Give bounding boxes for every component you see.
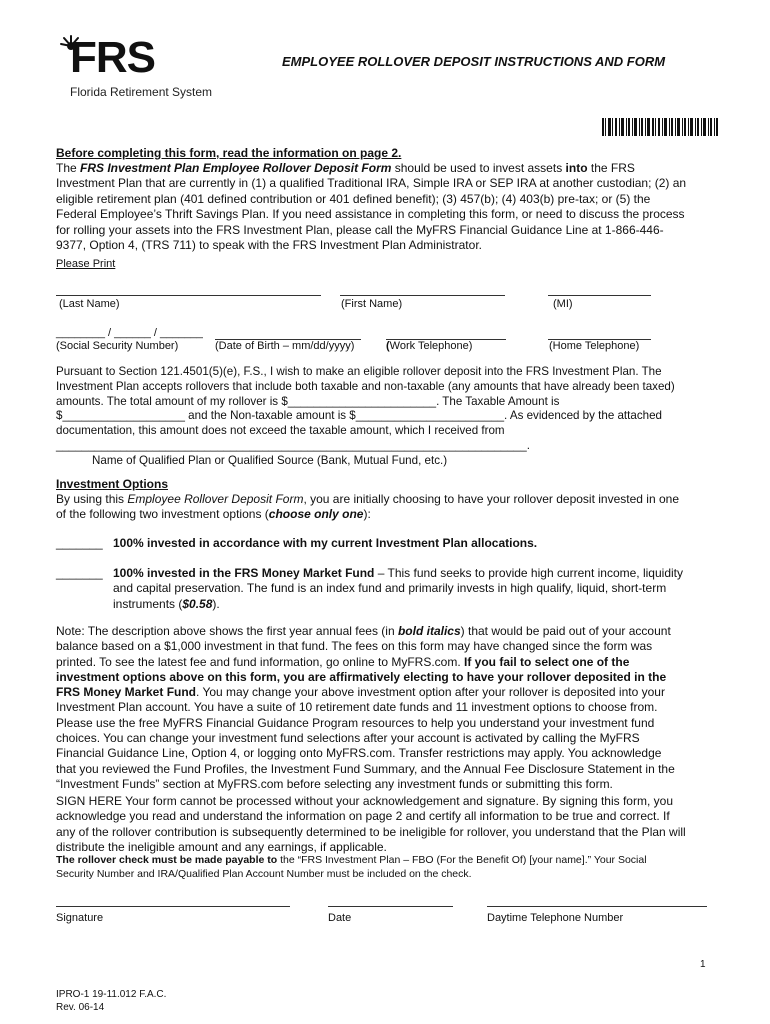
total-amount-field[interactable]: amounts. The total amount of my rollover is $_______________________. The Taxable Amount is <box>56 394 560 408</box>
option-2-label: 100% invested in the FRS Money Market Fund – This fund seeks to provide high current income, liquidity and capital preservation. The fund is an index fund and primarily invests in high qualify, liquid, short-term instruments ($0.58). <box>113 566 683 611</box>
barcode-icon <box>602 118 718 136</box>
last-name-label: (Last Name) <box>59 298 120 310</box>
investment-options-intro: By using this Employee Rollover Deposit Form, you are initially choosing to have your rollover deposit invested in one of the following two investment options (choose only one): <box>56 492 679 522</box>
investment-options-heading: Investment Options <box>56 477 169 491</box>
frs-logo: FRS <box>70 33 155 82</box>
home-phone-label: (Home Telephone) <box>549 340 640 352</box>
intro-heading: Before completing this form, read the information on page 2. <box>56 146 402 160</box>
please-print-label: Please Print <box>56 258 116 270</box>
sign-here-paragraph: SIGN HERE Your form cannot be processed without your acknowledgement and signature. By signing this form, you acknowledge you read and understand the information on page 2 and certify all information to be true and correct. If any of the rollover contribution is subsequently determined to be ineligible for rollover, you understand that the Plan will distribute the ineligible amount and any earnings, if applicable. <box>56 794 686 854</box>
option-1-label: 100% invested in accordance with my current Investment Plan allocations. <box>113 536 538 550</box>
qualified-plan-label: Name of Qualified Plan or Qualified Source (Bank, Mutual Fund, etc.) <box>92 453 448 467</box>
daytime-phone-label: Daytime Telephone Number <box>487 912 624 924</box>
ssn-field[interactable]: ________ / ______ / _______ <box>56 327 203 339</box>
dob-label: (Date of Birth – mm/dd/yyyy) <box>215 340 355 352</box>
option-2-blank[interactable]: _______ <box>56 566 103 580</box>
daytime-phone-field[interactable] <box>487 906 707 907</box>
rollover-amount-paragraph: Pursuant to Section 121.4501(5)(e), F.S., I wish to make an eligible rollover deposit into the FRS Investment Plan. The Investment Plan accepts rollovers that include both taxable and non-taxable (any amounts that have already been taxed) amounts. The total amount of my rollover is $_______________________. The Taxable Amount is $___________________ and the Non-taxable amount is $_______________________. As evidenced by the attached documentation, this amount does not exceed the taxable amount, which I received from _________________________________________________________________________. Name of Qualified Plan or Qualified Source (Bank, Mutual Fund, etc.) <box>56 365 736 469</box>
signature-field[interactable] <box>56 906 290 907</box>
date-field[interactable] <box>328 906 453 907</box>
logo-subtitle: Florida Retirement System <box>70 85 213 99</box>
first-name-field[interactable] <box>340 295 505 296</box>
payable-instructions: The rollover check must be made payable to the “FRS Investment Plan – FBO (For the Benefit Of) [your name].” Your Social Security Number and IRA/Qualified Plan Account Number must be included on the check. <box>56 854 647 880</box>
option-1-blank[interactable]: _______ <box>56 536 103 550</box>
form-code: IPRO-1 19-11.012 F.A.C. Rev. 06-14 <box>56 989 167 1013</box>
signature-label: Signature <box>56 912 104 924</box>
mi-field[interactable] <box>548 295 651 296</box>
date-label: Date <box>328 912 352 924</box>
mi-label: (MI) <box>553 298 573 310</box>
fee-note: Note: The description above shows the first year annual fees (in bold italics) that would be paid out of your account balance based on a $1,000 investment in that fund. The fees on this form may have changed since the form was printed. To see the latest fee and fund information, go online to MyFRS.com. If you fail to select one of the investment options above on this form, you are affirmatively electing to have your rollover deposited in the FRS Money Market Fund. You may change your above investment option after your rollover is deposited into your Investment Plan account. You have a suite of 10 retirement date funds and 11 investment options to choose from. Please use the free MyFRS Financial Guidance Program resources to help you understand your investment fund choices. You can change your investment fund selections after your account is activated by calling the MyFRS Financial Guidance Line, Option 4, or logging onto MyFRS.com. Transfer restrictions may apply. You acknowledge that you reviewed the Fund Profiles, the Investment Fund Summary, and the Annual Fee Disclosure Statement in the “Investment Funds” section at MyFRS.com before selecting any investment funds or submitting this form. <box>56 624 675 791</box>
qualified-plan-field[interactable]: _________________________________________________________________________. <box>56 438 530 452</box>
page-title: EMPLOYEE ROLLOVER DEPOSIT INSTRUCTIONS AND FORM <box>282 54 666 69</box>
taxable-amount-field[interactable]: $___________________ and the Non-taxable amount is $_______________________. As evidenced by the attached <box>56 409 662 423</box>
page-number: 1 <box>700 959 706 970</box>
last-name-field[interactable] <box>56 295 321 296</box>
first-name-label: (First Name) <box>341 298 403 310</box>
work-phone-label: (Work Telephone) <box>386 340 473 352</box>
ssn-label: (Social Security Number) <box>56 340 179 352</box>
intro-paragraph: The FRS Investment Plan Employee Rollover Deposit Form should be used to invest assets into the FRS Investment Plan that are currently in (1) a qualified Traditional IRA, Simple IRA or SEP IRA at another custodian; (2) an eligible retirement plan (401 defined contribution or 401 defined benefit); (3) 457(b); (4) 403(b) pre-tax; or (5) the Federal Employee’s Thrift Savings Plan. If you need assistance in completing this form, or need to discuss the process for rolling your assets into the FRS Investment Plan, please call the MyFRS Financial Guidance Line at 1-866-446- 9377, Option 4, (TRS 711) to speak with the FRS Investment Plan Administrator. <box>56 161 687 253</box>
